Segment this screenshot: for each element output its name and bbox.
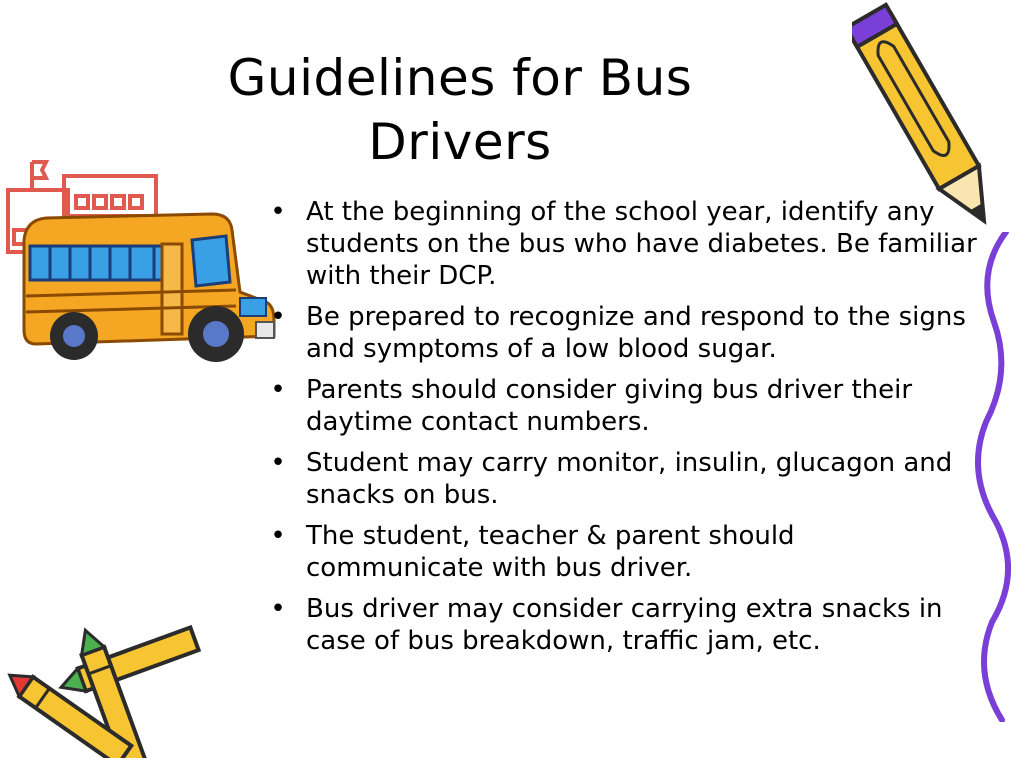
bullet-text: The student, teacher & parent should communicate with bus driver. bbox=[306, 521, 795, 583]
school-bus-icon bbox=[16, 206, 280, 378]
list-item bbox=[268, 196, 980, 292]
bullet-text: Bus driver may consider carrying extra snacks in case of bus breakdown, traffic jam, etc. bbox=[306, 594, 943, 656]
list-item bbox=[268, 520, 980, 584]
bullet-marker: • bbox=[270, 375, 286, 405]
bullet-marker: • bbox=[270, 302, 286, 332]
bullet-marker: • bbox=[270, 594, 286, 624]
bullet-marker: • bbox=[270, 521, 286, 551]
bullet-text: Student may carry monitor, insulin, glucagon and snacks on bus. bbox=[306, 448, 953, 510]
list-item bbox=[268, 301, 980, 365]
bullet-marker: • bbox=[270, 448, 286, 478]
bullet-text: At the beginning of the school year, identify any students on the bus who have diabetes. Be familiar with their DCP. bbox=[306, 197, 977, 291]
list-item bbox=[268, 447, 980, 511]
list-item bbox=[268, 374, 980, 438]
bullet-text: Be prepared to recognize and respond to the signs and symptoms of a low blood sugar. bbox=[306, 302, 966, 364]
list-item bbox=[268, 593, 980, 657]
bullet-marker: • bbox=[270, 197, 286, 227]
crayons-icon bbox=[0, 618, 210, 758]
slide-title: Guidelines for Bus Drivers bbox=[227, 49, 693, 171]
bullet-text: Parents should consider giving bus driver their daytime contact numbers. bbox=[306, 375, 913, 437]
bullet-list bbox=[268, 196, 980, 666]
